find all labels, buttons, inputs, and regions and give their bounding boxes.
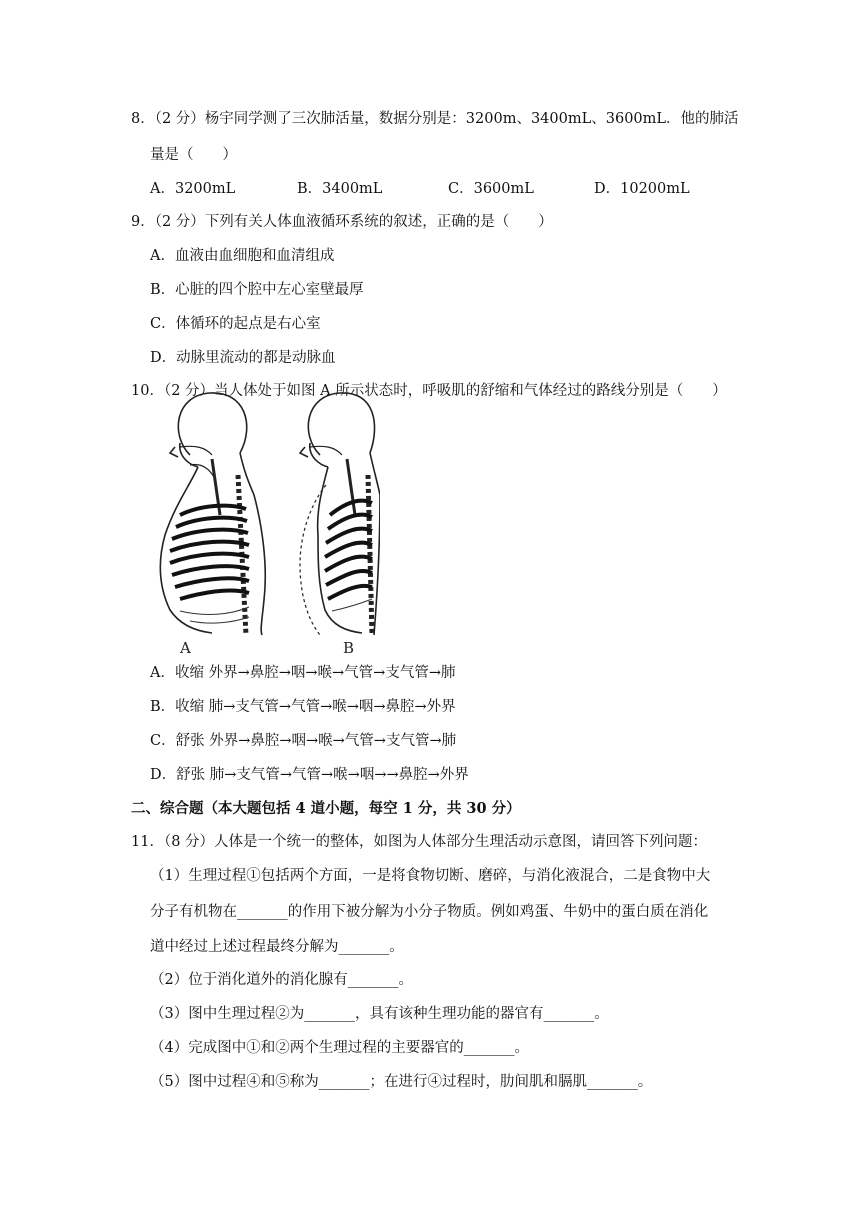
q8-option-b: B．3400mL [297, 181, 383, 197]
q9-option-c: C．体循环的起点是右心室 [150, 316, 321, 332]
figure-a-ribs [170, 506, 249, 599]
q9-stem: 9．（2 分）下列有关人体血液循环系统的叙述，正确的是（ ） [131, 214, 553, 230]
figure-b-ribs [325, 501, 372, 599]
q8-option-c: C．3600mL [448, 181, 534, 197]
q10-option-b: B．收缩 肺→支气管→气管→喉→咽→鼻腔→外界 [150, 699, 456, 715]
figure-a-torso [160, 393, 265, 635]
q10-option-c: C．舒张 外界→鼻腔→咽→喉→气管→支气管→肺 [150, 733, 457, 749]
q11-stem: 11．（8 分）人体是一个统一的整体，如图为人体部分生理活动示意图，请回答下列问题： [131, 834, 708, 850]
q9-option-b: B．心脏的四个腔中左心室壁最厚 [150, 282, 364, 298]
q8-stem-line1: 8．（2 分）杨宇同学测了三次肺活量，数据分别是：3200m、3400mL、3600mL．他的肺活 [131, 111, 739, 127]
q10-option-d: D．舒张 肺→支气管→气管→喉→咽→→鼻腔→外界 [150, 767, 469, 783]
q11-part3: （3）图中生理过程②为_______，具有该种生理功能的器官有_______。 [150, 1006, 609, 1022]
q11-part1-line2: 分子有机物在_______的作用下被分解为小分子物质。例如鸡蛋、牛奶中的蛋白质在消化 [150, 904, 709, 920]
figure-b-diaphragm [332, 599, 372, 611]
figure-label-b: B [343, 639, 355, 657]
q10-option-a: A．收缩 外界→鼻腔→咽→喉→气管→支气管→肺 [150, 665, 456, 681]
q11-part1-line1: （1）生理过程①包括两个方面，一是将食物切断、磨碎，与消化液混合，二是食物中大 [150, 868, 711, 884]
breathing-figure [150, 385, 380, 660]
q11-part4: （4）完成图中①和②两个生理过程的主要器官的_______。 [150, 1040, 529, 1056]
q8-option-d: D．10200mL [594, 181, 690, 197]
q8-stem-line2: 量是（ ） [150, 147, 237, 163]
figure-a-diaphragm [180, 607, 249, 623]
figure-label-a: A [180, 639, 191, 657]
q8-option-a: A．3200mL [150, 181, 236, 197]
q11-part1-line3: 道中经过上述过程最终分解为_______。 [150, 939, 404, 955]
q9-option-d: D．动脉里流动的都是动脉血 [150, 350, 336, 366]
section-heading: 二、综合题（本大题包括 4 道小题，每空 1 分，共 30 分） [131, 800, 521, 817]
q11-part5: （5）图中过程④和⑤称为_______；在进行④过程时，肋间肌和膈肌_______。 [150, 1074, 653, 1090]
q11-part2: （2）位于消化道外的消化腺有_______。 [150, 972, 413, 988]
q9-option-a: A．血液由血细胞和血清组成 [150, 248, 335, 264]
q10-stem: 10．（2 分）当人体处于如图 A 所示状态时，呼吸肌的舒缩和气体经过的路线分别是（ ） [131, 383, 727, 399]
